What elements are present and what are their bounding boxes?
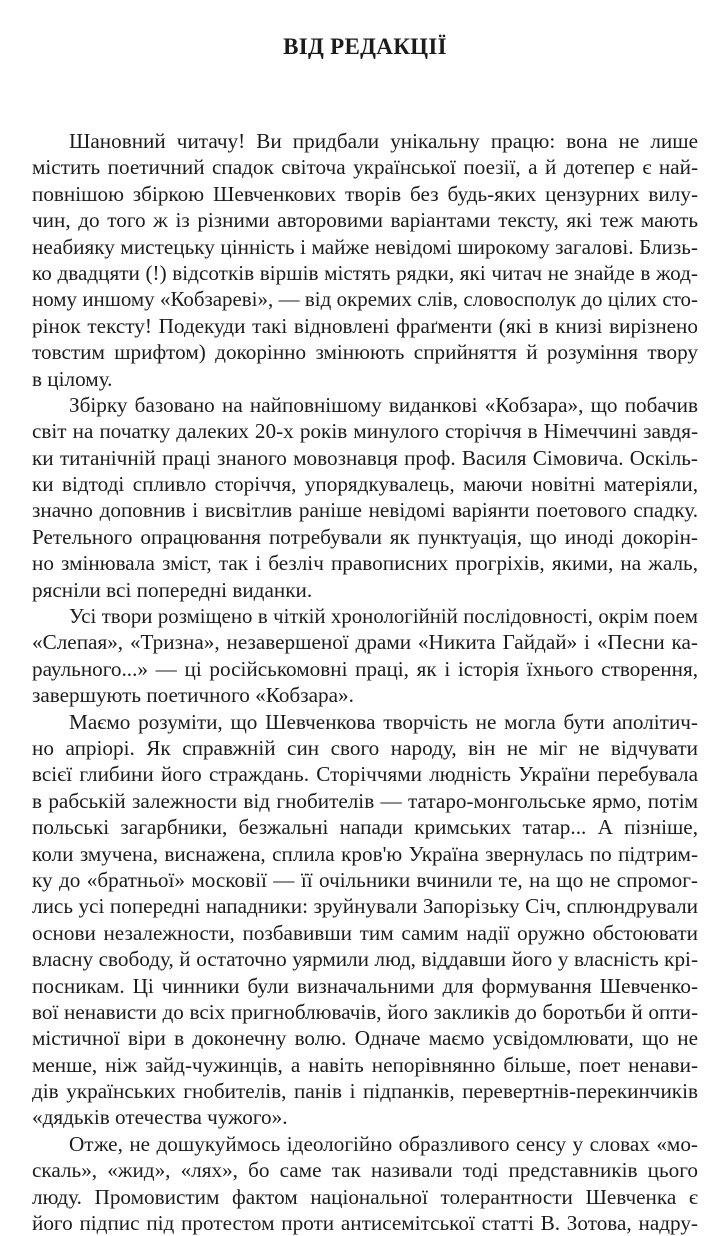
text-line: «Слепая», «Тризна», незавершеної драми «Никита Гайдай» і «Песни ка- (32, 630, 698, 655)
text-line: лись усі попередні нападники: зруйнували Запорізьку Січ, сплюндрували (32, 894, 698, 919)
text-line: в рабській залежности від гнобителів — татаро-монгольське ярмо, потім (32, 788, 698, 813)
text-line: люду. Промовистим фактом національної толерантности Шевченка є (32, 1184, 698, 1209)
text-line: Шановний читачу! Ви придбали унікальну працю: вона не лише (69, 129, 698, 153)
text-line: скаль», «жид», «лях», бо саме так називали тоді представників цього (32, 1158, 698, 1183)
text-line: власну свободу, й остаточно уярмили люд, віддавши його у власність крі- (32, 947, 698, 972)
text-line: чин, до того ж із різними авторовими варіантами тексту, які теж мають (32, 208, 698, 233)
text-line: світ на початку далеких 20-х років минулого сторіччя в Німеччині завдя- (32, 419, 698, 444)
text-line: Маємо розуміти, що Шевченкова творчість не могла бути аполітич- (69, 709, 698, 734)
text-line: Усі твори розміщено в чіткій хронологійній послідовності, окрім поем (69, 604, 698, 629)
text-line: значно доповнив і висвітлив раніше невідомі варіянти поетового спадку. (32, 498, 698, 523)
text-line: містить поетичний спадок світоча української поезії, а й дотепер є най- (32, 155, 698, 180)
text-line: ки відтоді спливло сторіччя, упорядкувалець, маючи новітні матеріяли, (32, 472, 698, 497)
text-line: менше, ніж зайд-чужинців, а навіть непорівнянно більше, поет ненави- (32, 1052, 698, 1077)
text-line: дів українських гнобителів, панів і підпанків, перевертнів-перекинчиків (32, 1079, 698, 1104)
text-line: основи незалежности, позбавивши тим самим надії оружно обстоювати (32, 920, 698, 945)
text-line: ку до «братньої» московії — її очільники вчинили те, на що не спромог- (32, 867, 698, 892)
text-line: вої ненависти до всіх пригноблювачів, його закликів до боротьби й опти- (32, 999, 698, 1024)
text-line: завершують поетичного «Кобзара». (32, 683, 354, 708)
text-line: но апріорі. Як справжній син свого народу, він не міг не відчувати (32, 735, 698, 760)
text-line: раульного...» — ці російськомовні праці, як і історія їхнього створення, (32, 656, 698, 681)
text-line: польські загарбники, безжальні напади кримських татар... А пізніше, (32, 815, 698, 840)
text-line: Ретельного опрацювання потребували як пунктуація, що иноді докорін- (32, 524, 698, 549)
text-line: в цілому. (32, 366, 113, 391)
text-line: товстим шрифтом) докорінно змінюють сприйняття й розуміння твору (32, 340, 698, 365)
text-line: коли змучена, виснажена, сплила кров'ю Україна звернулась по підтрим- (32, 841, 698, 866)
text-line: посникам. Ці чинники були визначальними для формування Шевченко- (32, 973, 698, 998)
text-line: всієї глибини його страждань. Сторіччями людність України перебувала (32, 762, 698, 787)
body-text (32, 128, 698, 1236)
text-line: його підпис під протестом проти антисемітської статті В. Зотова, надру- (32, 1211, 698, 1236)
text-line: но змінювала зміст, так і безліч правописних прогріхів, якими, на жаль, (32, 551, 698, 576)
text-line: неабияку мистецьку цінність і майже невідомі широкому загалові. Близь- (32, 234, 698, 259)
page-title: ВІД РЕДАКЦІЇ (283, 34, 447, 59)
text-line: «дядьків отечества чужого». (32, 1105, 288, 1130)
text-line: повнішою збіркою Шевченкових творів без будь-яких цензурних вилу- (32, 181, 698, 206)
text-line: ному иншому «Кобзареві», — від окремих слів, словосполук до цілих сто- (32, 287, 698, 312)
text-line: Отже, не дошукуймось ідеологійно образливого сенсу у словах «мо- (69, 1131, 698, 1156)
text-line: Збірку базовано на найповнішому виданкові «Кобзара», що побачив (69, 392, 698, 417)
text-line: містичної віри в доконечну волю. Одначе маємо усвідомлювати, що не (32, 1026, 698, 1051)
text-line: рінок тексту! Подекуди такі відновлені фраґменти (які в книзі вирізнено (32, 313, 698, 338)
text-line: ки титанічній праці знаного мовознавця проф. Василя Сімовича. Оскіль- (32, 445, 698, 470)
text-line: рясніли всі попередні виданки. (32, 577, 313, 602)
text-line: ко двадцяти (!) відсотків віршів містять рядки, які читач не знайде в жод- (32, 260, 698, 285)
